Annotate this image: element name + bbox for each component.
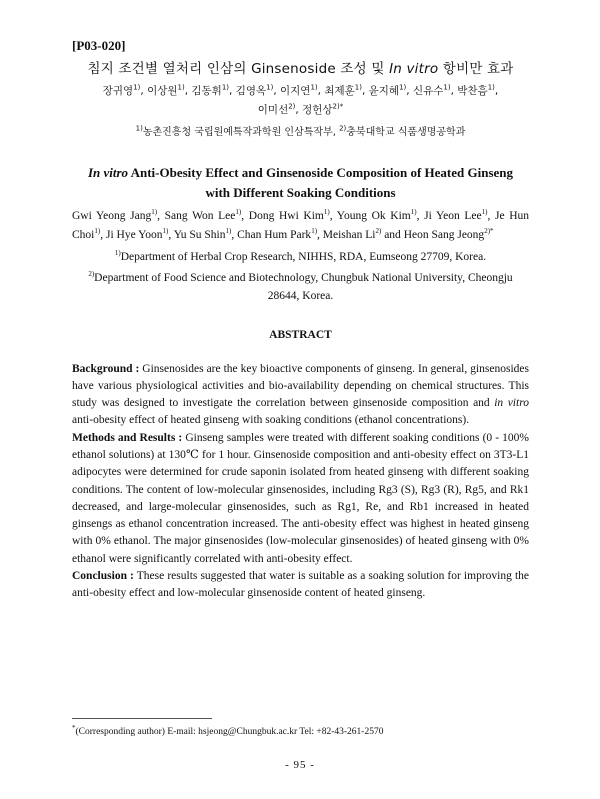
english-author: Gwi Yeong Jang$^{1)}$, [72,208,165,222]
korean-author: 김동휘$^{1)}$, [191,83,236,97]
abstract-heading: ABSTRACT [269,328,332,341]
korean-title [72,57,529,77]
korean-author: 김영옥$^{1)}$, [235,83,281,97]
english-author: Yu Su Shin$^{1)}$, [173,226,238,241]
english-author: Chan Hum Park$^{1)}$, [237,226,323,241]
english-title-italic: In vitro [87,165,129,180]
korean-authors [72,82,529,120]
korean-title-before: 침지 조건별 열처리 인삼의 Ginsenoside 조성 및 [87,61,390,77]
korean-author: 윤지혜$^{1)}$, [368,83,413,97]
english-author: Sang Won Lee$^{1)}$, [164,208,249,222]
english-affiliation-2: $^{2)}$Department of Food Science and Biotechnology, Chungbuk National University, Cheongju 28644, Korea. [88,269,513,302]
methods-label: Methods and Results : [72,431,183,444]
english-title [72,163,529,203]
english-author: Ji Hye Yoon$^{1)}$, [105,226,174,241]
english-title-line1: Anti-Obesity Effect and Ginsenoside Composition of Heated Ginseng [128,165,514,180]
korean-author: 신유수$^{1)}$, [412,83,458,97]
english-authors [72,207,529,244]
english-affiliation-1: $^{1)}$Department of Herbal Crop Research, NIHHS, RDA, Eumseong 27709, Korea. [114,249,487,263]
english-title-line2: with Different Soaking Conditions [205,185,396,200]
korean-author: 장귀영$^{1)}$, [102,83,148,97]
english-author: Ji Yeon Lee$^{1)}$, [424,208,496,222]
korean-author: 이지연$^{1)}$, [280,83,325,97]
english-author: Je Hun Choi$^{1)}$, [72,210,530,241]
korean-affiliations: $^{1)}$농촌진흥청 국립원예특작과학원 인삼특작부, $^{2)}$충북대학교 식품생명공학과 [135,124,466,138]
page-number: - 95 - [285,759,315,771]
abstract-methods: Methods and Results : Ginseng samples were treated with different soaking conditions (0 - 100% ethanol solutions) at 130℃ for 1 hour. Ginsenoside composition and anti-obesity effect on 3T3-L1 adipocytes were determined for crude saponin isolated from heated ginseng with different soaking conditions. The content of low-molecular ginsenosides, including Rg3 (S), Rg3 (R), Rg5, and Rk1 decreased, and large-molecular ginsenosides, such as Rg1, Re, and Rb1 increased in heated ginsengs as ethanol concentration increased. The anti-obesity effect was highest in heated ginseng with 0% ethanol. The major ginsenosides (low-molecular ginsenosides) of heated ginseng with 0% ethanol were significantly correlated with anti-obesity effect. [72,431,529,565]
korean-author: 이미선$^{2)}$, [257,102,303,116]
conclusion-label: Conclusion : [72,570,134,583]
background-label: Background : [72,362,140,375]
poster-code: [P03-020] [72,38,126,53]
english-author: Dong Hwi Kim$^{1)}$, [248,208,337,222]
english-author: Young Ok Kim$^{1)}$, [336,208,425,222]
abstract-background: Background : Ginsenosides are the key bioactive components of ginseng. In general, ginsenosides have various physiological activities and bio-availability depending on chemical structures. This study was designed to investigate the correlation between ginsenoside composition and in vitro anti-obesity effect of heated ginseng with soaking conditions (ethanol concentrations). [72,362,529,427]
korean-author: 최제훈$^{1)}$, [324,83,369,97]
paper-page [72,38,529,603]
footnote-divider [72,718,212,719]
korean-author: 정헌상$^{2)*}$ [302,102,344,116]
abstract-conclusion: Conclusion : These results suggested that water is suitable as a soaking solution for improving the anti-obesity effect and low-molecular ginsenoside content of heated ginseng. [72,570,529,600]
korean-title-after: 항비만 효과 [438,61,514,77]
english-author: Heon Sang Jeong$^{2)*}$ [403,226,494,241]
korean-author: 박찬흠$^{1)}$, [457,83,499,97]
korean-title-italic: In vitro [389,61,439,77]
english-author: Meishan Li$^{2)}$ and [322,226,404,241]
corresponding-author-footnote: *(Corresponding author) E-mail: hsjeong@Chungbuk.ac.kr Tel: +82-43-261-2570 [72,723,384,737]
korean-author: 이상원$^{1)}$, [147,83,192,97]
